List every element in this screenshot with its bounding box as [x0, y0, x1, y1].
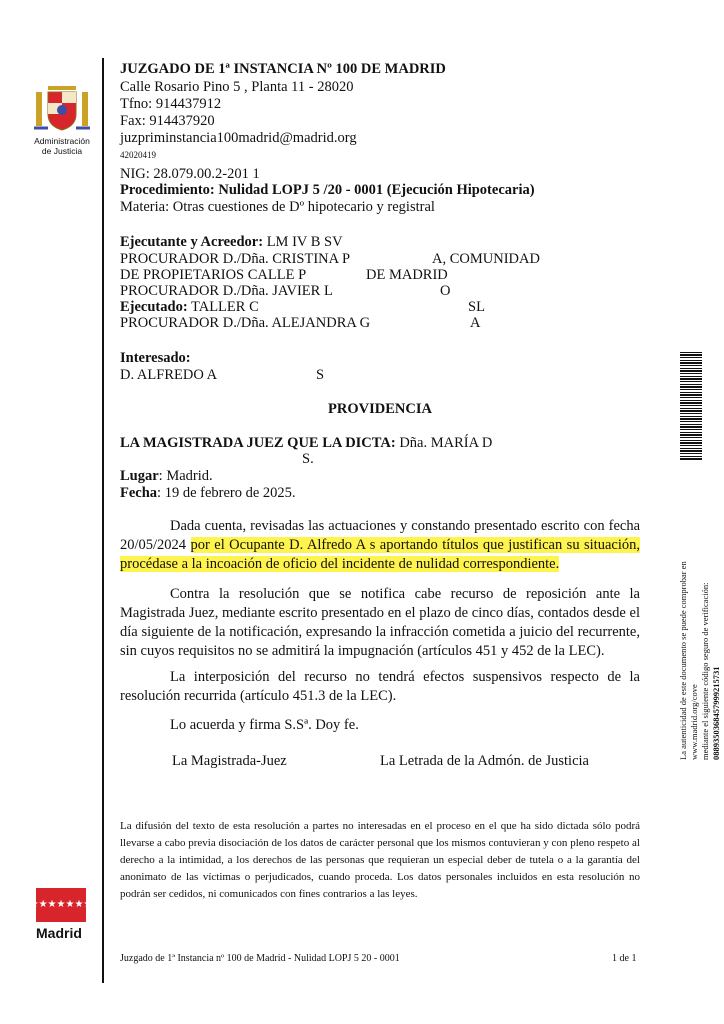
- paragraph-4: Lo acuerda y firma S.Sª. Doy fe.: [170, 717, 359, 733]
- ejecutado-line: Ejecutado: TALLER C: [120, 299, 259, 315]
- procurador-2-a: PROCURADOR D./Dña. JAVIER L: [120, 283, 333, 299]
- nig: NIG: 28.079.00.2-201 1: [120, 166, 260, 182]
- footer-case: Juzgado de 1ª Instancia nº 100 de Madrid - Nulidad LOPJ 5 20 - 0001: [120, 953, 400, 964]
- admin-justicia-label: Administración de Justicia: [34, 136, 90, 156]
- procurador-1-a: PROCURADOR D./Dña. CRISTINA P: [120, 251, 351, 267]
- signature-right: La Letrada de la Admón. de Justicia: [380, 753, 589, 769]
- court-address: Calle Rosario Pino 5 , Planta 11 - 28020: [120, 79, 354, 95]
- barcode: [680, 352, 702, 460]
- court-phone: Tfno: 914437912: [120, 96, 222, 112]
- procurador-1-c: DE PROPIETARIOS CALLE P: [120, 267, 307, 283]
- left-vertical-rule: [102, 58, 104, 983]
- verification-text: La autenticidad de este documento se puede comprobar en www.madrid.org/cove mediante el siguiente código seguro de verificación: 0889350368457999215731: [678, 561, 721, 760]
- procurador-3-a: PROCURADOR D./Dña. ALEJANDRA G: [120, 315, 371, 331]
- court-fax: Fax: 914437920: [120, 113, 215, 129]
- court-name: JUZGADO DE 1ª INSTANCIA Nº 100 DE MADRID: [120, 61, 446, 77]
- paragraph-1: Dada cuenta, revisadas las actuaciones y constando presentado escrito con fecha 20/05/2024 por el Ocupante D. Alfredo A s aportando títulos que justifican su situación, procédase a la incoación de oficio del incidente de nulidad correspondiente.: [120, 518, 640, 572]
- privacy-note: La difusión del texto de esta resolución a partes no interesadas en el proceso en el que ha sido dictada sólo podrá llevarse a cabo previa disociación de los datos de carácter personal que los mismos contuvieran y con pleno respeto al derecho a la intimidad, a los derechos de las personas que requieran un especial deber de tutela o a la garantía del anonimato de las víctimas o perjudicados, cuando proceda. Los datos personales incluidos en esta resolución no podrán ser cedidos, ni comunicados con fines contrarios a las leyes.: [120, 820, 640, 900]
- materia: Materia: Otras cuestiones de Dº hipotecario y registral: [120, 199, 435, 215]
- madrid-logo: ★★★★★★★ Madrid: [36, 888, 88, 941]
- interesado-a: D. ALFREDO A: [120, 367, 218, 383]
- ejecutado-b: SL: [468, 299, 485, 315]
- judge-name-b: S.: [302, 451, 314, 467]
- procurador-1-b: A, COMUNIDAD: [432, 251, 540, 267]
- lugar-line: Lugar: Madrid.: [120, 468, 213, 484]
- procedimiento: Procedimiento: Nulidad LOPJ 5 /20 - 0001 (Ejecución Hipotecaria): [120, 182, 535, 198]
- interesado-label: Interesado:: [120, 350, 191, 366]
- page-number: 1 de 1: [612, 953, 637, 964]
- paragraph-3: La interposición del recurso no tendrá efectos suspensivos respecto de la resolución recurrida (artículo 451.3 de la LEC).: [120, 669, 640, 704]
- judge-line: LA MAGISTRADA JUEZ QUE LA DICTA: Dña. MARÍA D: [120, 435, 493, 451]
- court-email: juzpriminstancia100madrid@madrid.org: [120, 130, 357, 146]
- signature-left: La Magistrada-Juez: [172, 753, 287, 769]
- document-title: PROVIDENCIA: [328, 401, 432, 417]
- fecha-line: Fecha: 19 de febrero de 2025.: [120, 485, 296, 501]
- paragraph-2: Contra la resolución que se notifica cabe recurso de reposición ante la Magistrada Juez, mediante escrito presentado en el plazo de cinco días, contados desde el día siguiente de la notificación, expresando la infracción cometida a juicio del recurrente, sin cuyos requisitos no se admitirá la impugnación (artículos 451 y 452 de la LEC).: [120, 586, 640, 659]
- court-code: 42020419: [120, 150, 156, 160]
- madrid-stars-icon: ★★★★★★★: [36, 888, 86, 922]
- procurador-1-d: DE MADRID: [366, 267, 448, 283]
- procurador-3-b: A: [470, 315, 481, 331]
- procurador-2-b: O: [440, 283, 451, 299]
- coat-of-arms-logo: [30, 80, 94, 141]
- interesado-b: S: [316, 367, 325, 383]
- highlighted-text: por el Ocupante D. Alfredo A s aportando títulos que justifican su situación, procédase a la incoación de oficio del incidente de nulidad correspondiente.: [120, 537, 640, 572]
- ejecutante-line: Ejecutante y Acreedor: LM IV B SV: [120, 234, 343, 250]
